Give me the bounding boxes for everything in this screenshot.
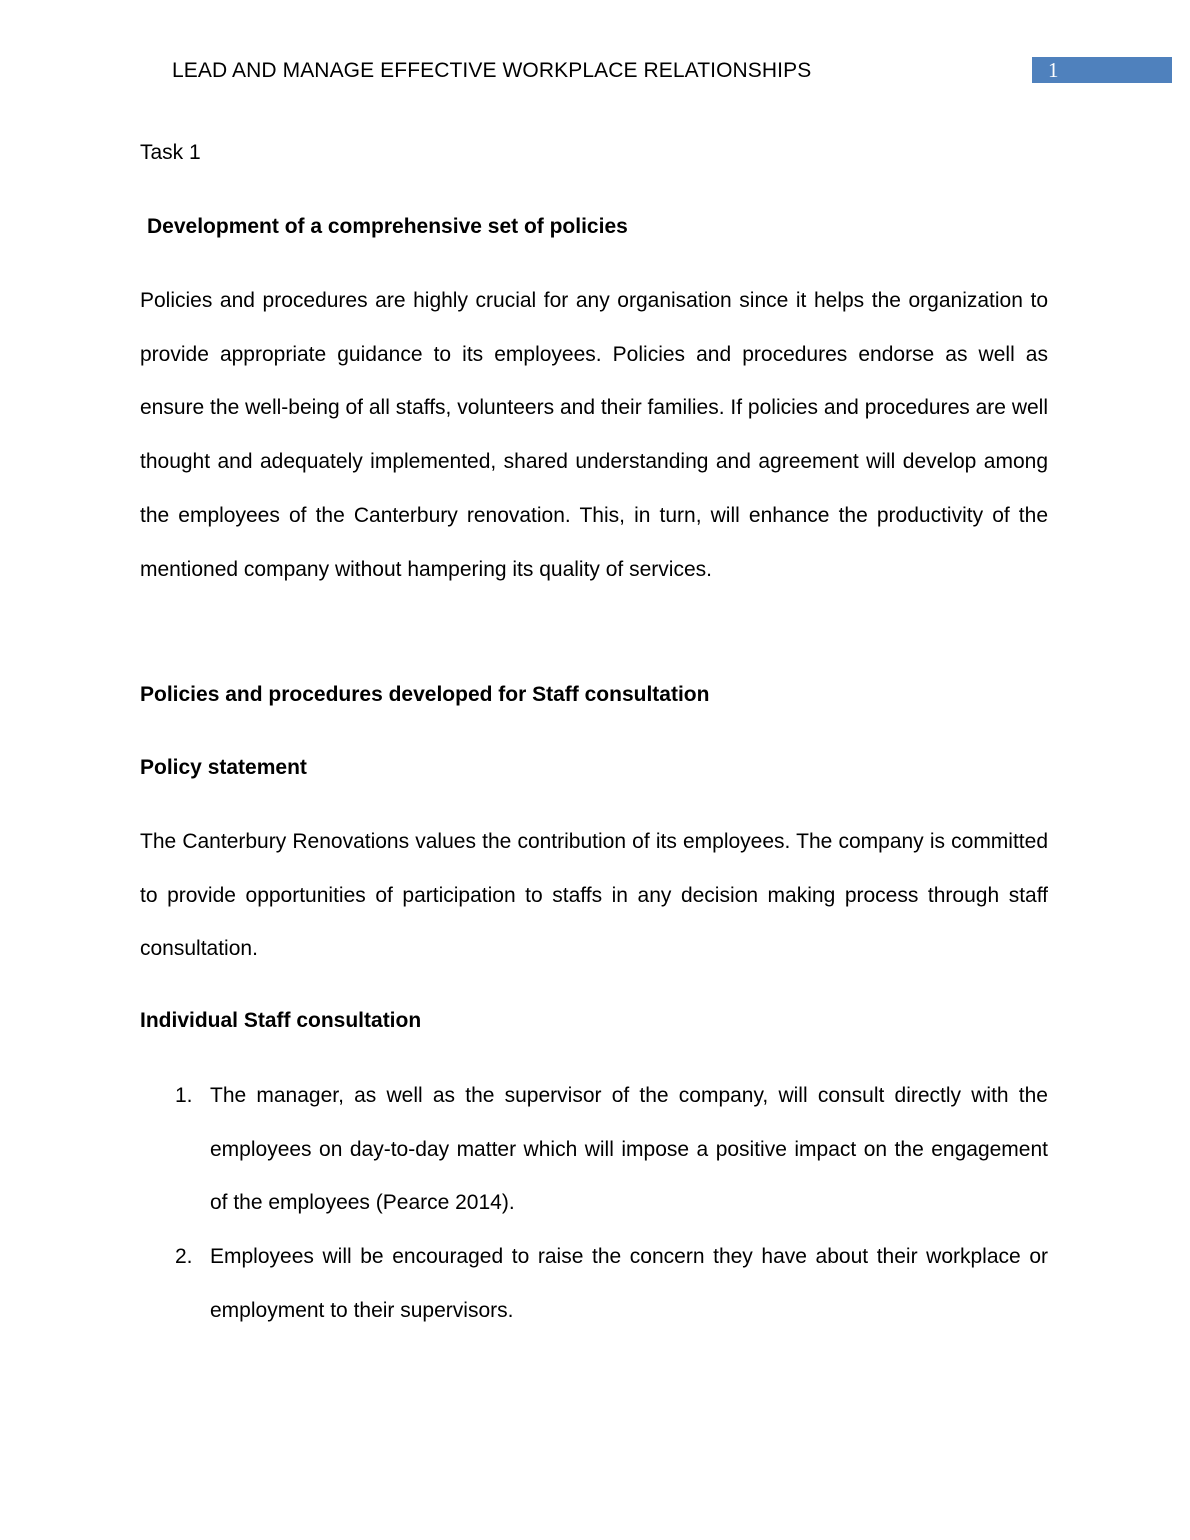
list-item-number: 1. bbox=[175, 1084, 193, 1107]
individual-consultation-list bbox=[140, 1069, 1048, 1338]
page-number: 1 bbox=[1048, 58, 1059, 82]
list-item-text: The manager, as well as the supervisor of the company, will consult directly with the employees on day-to-day matter which will impose a positive impact on the engagement of the employees (Pearce 2014). bbox=[210, 1084, 1048, 1215]
task-label: Task 1 bbox=[140, 141, 201, 164]
list-item-text: Employees will be encouraged to raise the concern they have about their workplace or employment to their supervisors. bbox=[210, 1245, 1048, 1322]
heading-individual-consultation: Individual Staff consultation bbox=[140, 1009, 422, 1032]
policy-statement-paragraph: The Canterbury Renovations values the contribution of its employees. The company is committed to provide opportunities of participation to staffs in any decision making process through staff consultation. bbox=[140, 830, 1048, 961]
heading-development: Development of a comprehensive set of policies bbox=[147, 215, 628, 238]
heading-staff-consultation: Policies and procedures developed for Staff consultation bbox=[140, 683, 710, 706]
page-number-badge bbox=[1032, 57, 1172, 83]
list-item-number: 2. bbox=[175, 1245, 193, 1269]
list-item bbox=[140, 1230, 1048, 1337]
running-header-title: LEAD AND MANAGE EFFECTIVE WORKPLACE RELATIONSHIPS bbox=[172, 59, 812, 82]
list-item bbox=[140, 1069, 1048, 1230]
heading-policy-statement: Policy statement bbox=[140, 756, 307, 779]
intro-paragraph: Policies and procedures are highly crucial for any organisation since it helps the organization to provide appropriate guidance to its employees. Policies and procedures endorse as well as ensure the well-being of all staffs, volunteers and their families. If policies and procedures are well thought and adequately implemented, shared understanding and agreement will develop among the employees of the Canterbury renovation. This, in turn, will enhance the productivity of the mentioned company without hampering its quality of services. bbox=[140, 289, 1048, 581]
